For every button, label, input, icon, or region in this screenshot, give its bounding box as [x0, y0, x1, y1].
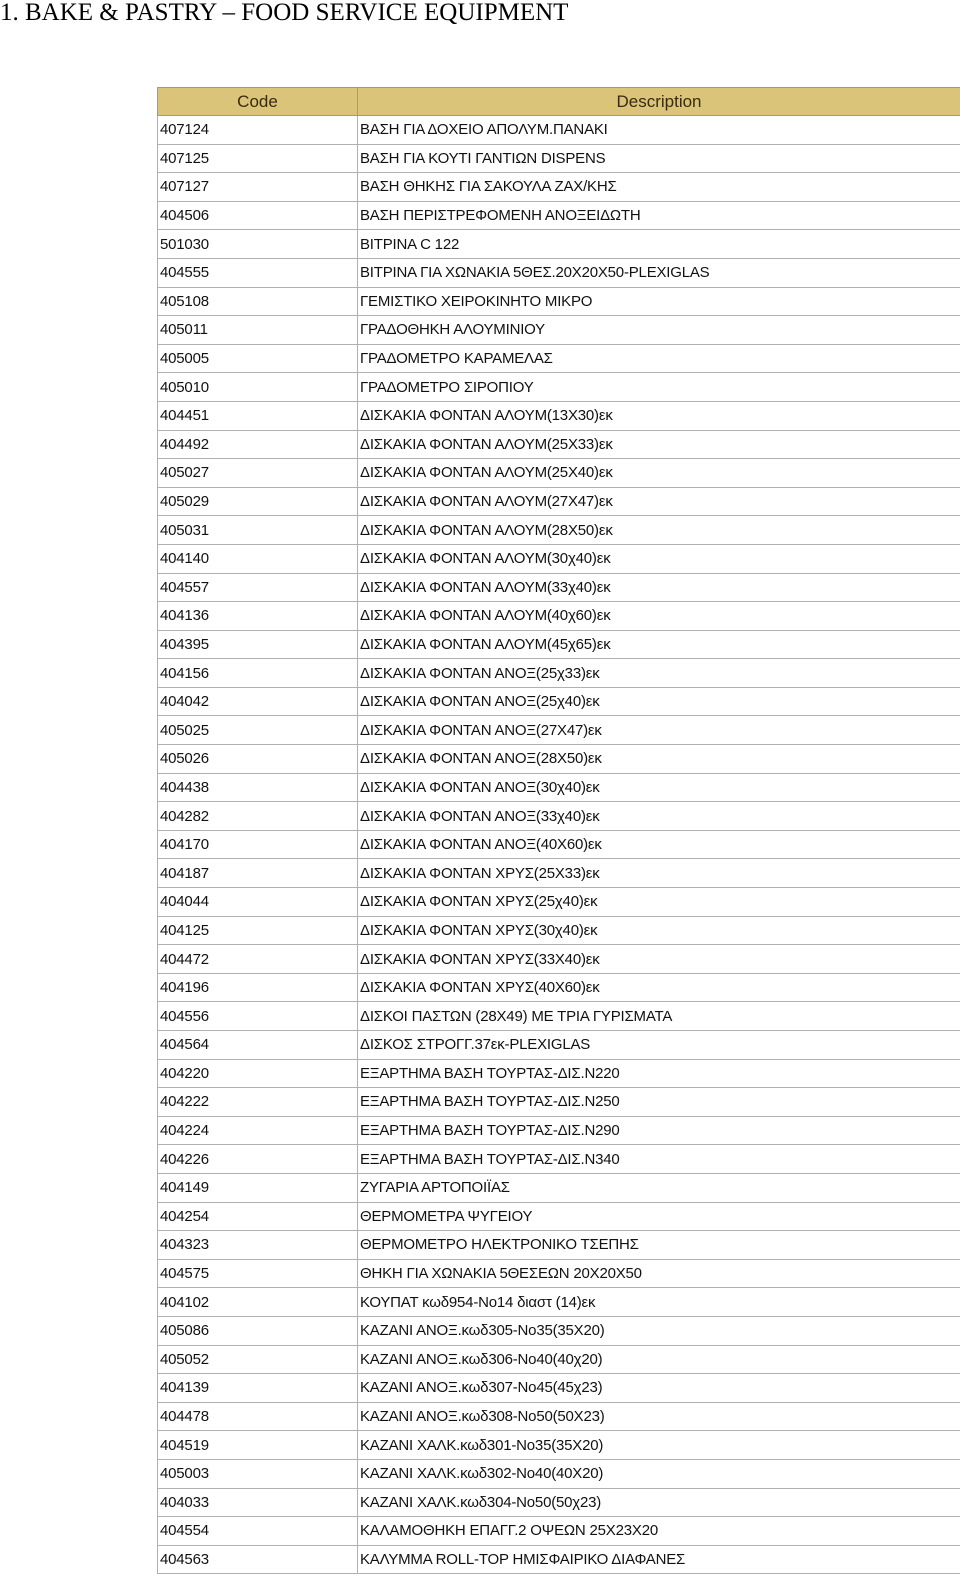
- item-code-cell: 404156: [158, 659, 358, 688]
- table-row: [158, 544, 960, 573]
- item-code-cell: 404226: [158, 1145, 358, 1174]
- table-row: [158, 859, 960, 888]
- item-code-cell: 404451: [158, 401, 358, 430]
- table-header-row: [158, 88, 960, 116]
- item-description-cell: ΔΙΣΚΑΚΙΑ ΦΟΝΤΑΝ ΑΛΟΥΜ(27Χ47)εκ: [358, 487, 960, 516]
- item-code-cell: 404506: [158, 201, 358, 230]
- table-row: [158, 144, 960, 173]
- table-row: [158, 830, 960, 859]
- item-description-cell: ΔΙΣΚΑΚΙΑ ΦΟΝΤΑΝ ΧΡΥΣ(33Χ40)εκ: [358, 945, 960, 974]
- table-row: [158, 973, 960, 1002]
- item-description-cell: ΔΙΣΚΑΚΙΑ ΦΟΝΤΑΝ ΑΝΟΞ(33χ40)εκ: [358, 802, 960, 831]
- table-row: [158, 1145, 960, 1174]
- item-code-cell: 404438: [158, 773, 358, 802]
- item-code-cell: 405025: [158, 716, 358, 745]
- item-code-cell: 405086: [158, 1316, 358, 1345]
- item-description-cell: ΓΡΑΔΟΜΕΤΡΟ ΣΙΡΟΠΙΟΥ: [358, 373, 960, 402]
- table-row: [158, 230, 960, 259]
- item-code-cell: 404555: [158, 258, 358, 287]
- table-row: [158, 1316, 960, 1345]
- item-description-cell: ΔΙΣΚΑΚΙΑ ΦΟΝΤΑΝ ΑΛΟΥΜ(30χ40)εκ: [358, 544, 960, 573]
- table-row: [158, 1088, 960, 1117]
- item-description-cell: ΚΑΖΑΝΙ ΑΝΟΞ.κωδ307-Νο45(45χ23): [358, 1374, 960, 1403]
- column-header-code: Code: [158, 88, 358, 116]
- table-row: [158, 373, 960, 402]
- item-code-cell: 404044: [158, 888, 358, 917]
- item-code-cell: 405027: [158, 459, 358, 488]
- item-description-cell: ΚΟΥΠΑΤ κωδ954-Νο14 διαστ (14)εκ: [358, 1288, 960, 1317]
- table-row: [158, 430, 960, 459]
- table-row: [158, 1173, 960, 1202]
- item-code-cell: 404554: [158, 1517, 358, 1546]
- item-description-cell: ΓΡΑΔΟΜΕΤΡΟ ΚΑΡΑΜΕΛΑΣ: [358, 344, 960, 373]
- item-code-cell: 404564: [158, 1031, 358, 1060]
- table-row: [158, 173, 960, 202]
- table-row: [158, 401, 960, 430]
- table-row: [158, 773, 960, 802]
- item-description-cell: ΚΑΖΑΝΙ ΑΝΟΞ.κωδ305-Νο35(35Χ20): [358, 1316, 960, 1345]
- table-row: [158, 602, 960, 631]
- item-code-cell: 404575: [158, 1259, 358, 1288]
- item-code-cell: 404170: [158, 830, 358, 859]
- table-row: [158, 1031, 960, 1060]
- table-row: [158, 687, 960, 716]
- table-row: [158, 1288, 960, 1317]
- item-code-cell: 404519: [158, 1431, 358, 1460]
- table-row: [158, 1002, 960, 1031]
- item-description-cell: ΒΑΣΗ ΠΕΡΙΣΤΡΕΦΟΜΕΝΗ ΑΝΟΞΕΙΔΩΤΗ: [358, 201, 960, 230]
- item-code-cell: 404196: [158, 973, 358, 1002]
- item-code-cell: 405029: [158, 487, 358, 516]
- table-row: [158, 1202, 960, 1231]
- item-code-cell: 404472: [158, 945, 358, 974]
- item-description-cell: ΔΙΣΚΑΚΙΑ ΦΟΝΤΑΝ ΑΛΟΥΜ(13Χ30)εκ: [358, 401, 960, 430]
- item-description-cell: ΕΞΑΡΤΗΜΑ ΒΑΣΗ ΤΟΥΡΤΑΣ-ΔΙΣ.Ν220: [358, 1059, 960, 1088]
- item-code-cell: 404033: [158, 1488, 358, 1517]
- table-row: [158, 201, 960, 230]
- item-description-cell: ΔΙΣΚΑΚΙΑ ΦΟΝΤΑΝ ΑΝΟΞ(25χ33)εκ: [358, 659, 960, 688]
- item-description-cell: ΒΑΣΗ ΓΙΑ ΚΟΥΤΙ ΓΑΝΤΙΩΝ DISPENS: [358, 144, 960, 173]
- item-description-cell: ΔΙΣΚΑΚΙΑ ΦΟΝΤΑΝ ΑΝΟΞ(27Χ47)εκ: [358, 716, 960, 745]
- item-description-cell: ΘΕΡΜΟΜΕΤΡΑ ΨΥΓΕΙΟΥ: [358, 1202, 960, 1231]
- table-body: [158, 116, 960, 1574]
- item-code-cell: 405026: [158, 745, 358, 774]
- item-description-cell: ΔΙΣΚΟΙ ΠΑΣΤΩΝ (28Χ49) ΜΕ ΤΡΙΑ ΓΥΡΙΣΜΑΤΑ: [358, 1002, 960, 1031]
- item-code-cell: 404254: [158, 1202, 358, 1231]
- item-description-cell: ΔΙΣΚΑΚΙΑ ΦΟΝΤΑΝ ΧΡΥΣ(30χ40)εκ: [358, 916, 960, 945]
- item-code-cell: 405052: [158, 1345, 358, 1374]
- item-code-cell: 404139: [158, 1374, 358, 1403]
- item-code-cell: 404557: [158, 573, 358, 602]
- item-code-cell: 405010: [158, 373, 358, 402]
- item-description-cell: ΚΑΖΑΝΙ ΧΑΛΚ.κωδ304-Νο50(50χ23): [358, 1488, 960, 1517]
- item-description-cell: ΒΙΤΡΙΝΑ ΓΙΑ ΧΩΝΑΚΙΑ 5ΘΕΣ.20Χ20Χ50-PLEXIGLAS: [358, 258, 960, 287]
- item-description-cell: ΔΙΣΚΑΚΙΑ ΦΟΝΤΑΝ ΑΛΟΥΜ(33χ40)εκ: [358, 573, 960, 602]
- item-description-cell: ΒΙΤΡΙΝΑ C 122: [358, 230, 960, 259]
- table-row: [158, 1374, 960, 1403]
- table-row: [158, 1545, 960, 1574]
- table-row: [158, 1059, 960, 1088]
- item-code-cell: 404140: [158, 544, 358, 573]
- table-row: [158, 573, 960, 602]
- item-description-cell: ΕΞΑΡΤΗΜΑ ΒΑΣΗ ΤΟΥΡΤΑΣ-ΔΙΣ.Ν250: [358, 1088, 960, 1117]
- item-code-cell: 407124: [158, 116, 358, 145]
- item-description-cell: ΚΑΖΑΝΙ ΧΑΛΚ.κωδ301-Νο35(35Χ20): [358, 1431, 960, 1460]
- item-description-cell: ΔΙΣΚΑΚΙΑ ΦΟΝΤΑΝ ΑΝΟΞ(28Χ50)εκ: [358, 745, 960, 774]
- item-code-cell: 404224: [158, 1116, 358, 1145]
- item-code-cell: 404187: [158, 859, 358, 888]
- item-code-cell: 404395: [158, 630, 358, 659]
- table-row: [158, 802, 960, 831]
- table-row: [158, 1459, 960, 1488]
- table-row: [158, 1488, 960, 1517]
- item-description-cell: ΔΙΣΚΑΚΙΑ ΦΟΝΤΑΝ ΧΡΥΣ(40Χ60)εκ: [358, 973, 960, 1002]
- item-description-cell: ΚΑΖΑΝΙ ΑΝΟΞ.κωδ306-Νο40(40χ20): [358, 1345, 960, 1374]
- item-description-cell: ΔΙΣΚΑΚΙΑ ΦΟΝΤΑΝ ΑΝΟΞ(25χ40)εκ: [358, 687, 960, 716]
- item-code-cell: 405003: [158, 1459, 358, 1488]
- table-row: [158, 1345, 960, 1374]
- item-code-cell: 404222: [158, 1088, 358, 1117]
- item-description-cell: ΔΙΣΚΑΚΙΑ ΦΟΝΤΑΝ ΑΛΟΥΜ(40χ60)εκ: [358, 602, 960, 631]
- item-description-cell: ΔΙΣΚΑΚΙΑ ΦΟΝΤΑΝ ΧΡΥΣ(25χ40)εκ: [358, 888, 960, 917]
- item-code-cell: 501030: [158, 230, 358, 259]
- table-row: [158, 1116, 960, 1145]
- item-description-cell: ΔΙΣΚΑΚΙΑ ΦΟΝΤΑΝ ΑΛΟΥΜ(28Χ50)εκ: [358, 516, 960, 545]
- item-description-cell: ΓΕΜΙΣΤΙΚΟ ΧΕΙΡΟΚΙΝΗΤΟ ΜΙΚΡΟ: [358, 287, 960, 316]
- item-code-cell: 404102: [158, 1288, 358, 1317]
- item-code-cell: 404556: [158, 1002, 358, 1031]
- table-row: [158, 716, 960, 745]
- item-description-cell: ΕΞΑΡΤΗΜΑ ΒΑΣΗ ΤΟΥΡΤΑΣ-ΔΙΣ.Ν290: [358, 1116, 960, 1145]
- item-code-cell: 404282: [158, 802, 358, 831]
- item-description-cell: ΚΑΖΑΝΙ ΧΑΛΚ.κωδ302-Νο40(40Χ20): [358, 1459, 960, 1488]
- item-description-cell: ΔΙΣΚΑΚΙΑ ΦΟΝΤΑΝ ΧΡΥΣ(25Χ33)εκ: [358, 859, 960, 888]
- item-description-cell: ΕΞΑΡΤΗΜΑ ΒΑΣΗ ΤΟΥΡΤΑΣ-ΔΙΣ.Ν340: [358, 1145, 960, 1174]
- table-row: [158, 1517, 960, 1546]
- item-description-cell: ΘΕΡΜΟΜΕΤΡΟ ΗΛΕΚΤΡΟΝΙΚΟ ΤΣΕΠΗΣ: [358, 1231, 960, 1260]
- item-code-cell: 405108: [158, 287, 358, 316]
- item-code-cell: 404492: [158, 430, 358, 459]
- item-description-cell: ΔΙΣΚΑΚΙΑ ΦΟΝΤΑΝ ΑΝΟΞ(40Χ60)εκ: [358, 830, 960, 859]
- item-code-cell: 404220: [158, 1059, 358, 1088]
- item-code-cell: 405011: [158, 316, 358, 345]
- table-row: [158, 258, 960, 287]
- equipment-table: [157, 87, 960, 1574]
- item-code-cell: 404478: [158, 1402, 358, 1431]
- table-row: [158, 1402, 960, 1431]
- item-description-cell: ΚΑΛΑΜΟΘΗΚΗ ΕΠΑΓΓ.2 ΟΨΕΩΝ 25Χ23Χ20: [358, 1517, 960, 1546]
- item-description-cell: ΔΙΣΚΑΚΙΑ ΦΟΝΤΑΝ ΑΛΟΥΜ(25Χ40)εκ: [358, 459, 960, 488]
- item-code-cell: 405031: [158, 516, 358, 545]
- table-row: [158, 1431, 960, 1460]
- table-row: [158, 659, 960, 688]
- column-header-description: Description: [358, 88, 960, 116]
- table-row: [158, 516, 960, 545]
- item-description-cell: ΚΑΛΥΜΜΑ ROLL-TOP ΗΜΙΣΦΑΙΡΙΚΟ ΔΙΑΦΑΝΕΣ: [358, 1545, 960, 1574]
- item-code-cell: 407127: [158, 173, 358, 202]
- table-row: [158, 630, 960, 659]
- item-description-cell: ΒΑΣΗ ΓΙΑ ΔΟΧΕΙΟ ΑΠΟΛΥΜ.ΠΑΝΑΚΙ: [358, 116, 960, 145]
- item-description-cell: ΔΙΣΚΑΚΙΑ ΦΟΝΤΑΝ ΑΛΟΥΜ(45χ65)εκ: [358, 630, 960, 659]
- item-code-cell: 404323: [158, 1231, 358, 1260]
- table-row: [158, 745, 960, 774]
- table-row: [158, 287, 960, 316]
- item-code-cell: 404125: [158, 916, 358, 945]
- page-title: 1. BAKE & PASTRY – FOOD SERVICE EQUIPMENT: [0, 0, 569, 26]
- item-description-cell: ΘΗΚΗ ΓΙΑ ΧΩΝΑΚΙΑ 5ΘΕΣΕΩΝ 20Χ20Χ50: [358, 1259, 960, 1288]
- item-code-cell: 404149: [158, 1173, 358, 1202]
- item-description-cell: ΔΙΣΚΑΚΙΑ ΦΟΝΤΑΝ ΑΝΟΞ(30χ40)εκ: [358, 773, 960, 802]
- item-description-cell: ΔΙΣΚΟΣ ΣΤΡΟΓΓ.37εκ-PLEXIGLAS: [358, 1031, 960, 1060]
- item-code-cell: 404136: [158, 602, 358, 631]
- table-row: [158, 316, 960, 345]
- item-code-cell: 405005: [158, 344, 358, 373]
- table-row: [158, 344, 960, 373]
- table-row: [158, 459, 960, 488]
- table-row: [158, 487, 960, 516]
- table-row: [158, 945, 960, 974]
- item-code-cell: 404042: [158, 687, 358, 716]
- table-row: [158, 1259, 960, 1288]
- item-description-cell: ΖΥΓΑΡΙΑ ΑΡΤΟΠΟΙΪΑΣ: [358, 1173, 960, 1202]
- item-code-cell: 407125: [158, 144, 358, 173]
- table-row: [158, 116, 960, 145]
- item-description-cell: ΓΡΑΔΟΘΗΚΗ ΑΛΟΥΜΙΝΙΟΥ: [358, 316, 960, 345]
- table-row: [158, 916, 960, 945]
- table-row: [158, 888, 960, 917]
- item-code-cell: 404563: [158, 1545, 358, 1574]
- table-row: [158, 1231, 960, 1260]
- item-description-cell: ΔΙΣΚΑΚΙΑ ΦΟΝΤΑΝ ΑΛΟΥΜ(25Χ33)εκ: [358, 430, 960, 459]
- item-description-cell: ΚΑΖΑΝΙ ΑΝΟΞ.κωδ308-Νο50(50Χ23): [358, 1402, 960, 1431]
- item-description-cell: ΒΑΣΗ ΘΗΚΗΣ ΓΙΑ ΣΑΚΟΥΛΑ ΖΑΧ/ΚΗΣ: [358, 173, 960, 202]
